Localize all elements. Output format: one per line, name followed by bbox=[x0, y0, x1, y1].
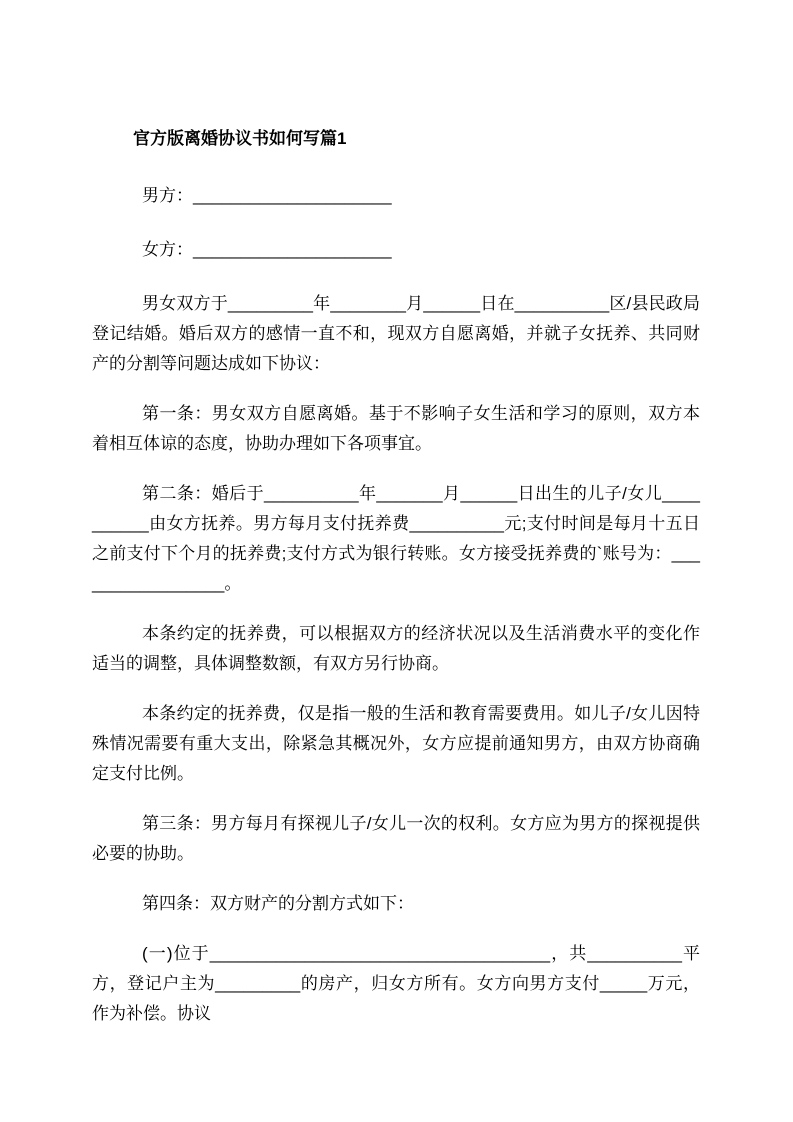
article-4-paragraph: 第四条：双方财产的分割方式如下： bbox=[142, 894, 414, 913]
document-title: 官方版离婚协议书如何写篇1 bbox=[133, 129, 347, 148]
article-2-paragraph: 第二条：婚后于__________年_______月______日出生的儿子/女儿__________由女方抚养。男方每月支付抚养费__________元;支付时间是每月十五日之前支付下个月的抚养费;支付方式为银行转账。女方接受抚养费的`账号为：_________________。 bbox=[92, 484, 700, 593]
intro-paragraph: 男女双方于_________年________月______日在__________区/县民政局登记结婚。婚后双方的感情一直不和，现双方自愿离婚，并就子女抚养、共同财产的分割等问题达成如下协议： bbox=[92, 294, 700, 373]
article-3-paragraph: 第三条：男方每月有探视儿子/女儿一次的权利。女方应为男方的探视提供必要的协助。 bbox=[92, 814, 700, 863]
party-a-line: 男方：_____________________ bbox=[142, 186, 392, 205]
party-b-line: 女方：_____________________ bbox=[142, 240, 392, 259]
property-item-1-paragraph: (一)位于____________________________________，共__________平方，登记户主为_________的房产，归女方所有。女方向男方支付_____万元，作为补偿。协议 bbox=[92, 944, 700, 1023]
article-1-paragraph: 第一条：男女双方自愿离婚。基于不影响子女生活和学习的原则，双方本着相互体谅的态度，协助办理如下各项事宜。 bbox=[92, 404, 700, 453]
article-2-note-1-paragraph: 本条约定的抚养费，可以根据双方的经济状况以及生活消费水平的变化作适当的调整，具体调整数额，有双方另行协商。 bbox=[92, 624, 700, 673]
article-2-note-2-paragraph: 本条约定的抚养费，仅是指一般的生活和教育需要费用。如儿子/女儿因特殊情况需要有重大支出，除紧急其概况外，女方应提前通知男方，由双方协商确定支付比例。 bbox=[92, 704, 700, 783]
